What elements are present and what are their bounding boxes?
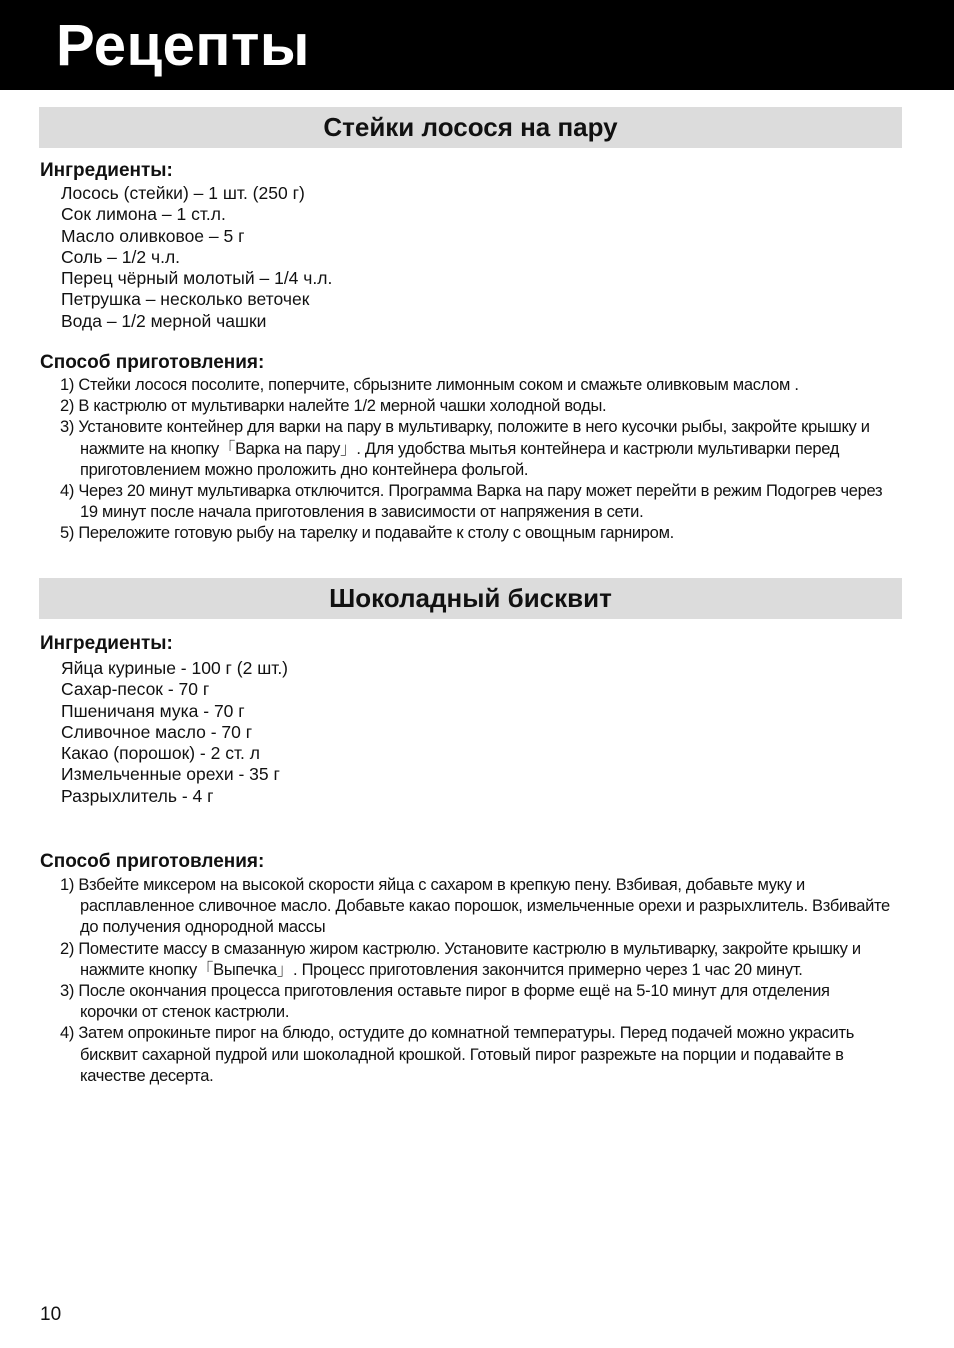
steps-list-salmon xyxy=(60,375,890,545)
ingredient-item: Вода – 1/2 мерной чашки xyxy=(61,310,267,331)
step-item: 5) Переложите готовую рыбу на тарелку и подавайте к столу с овощным гарниром. xyxy=(60,524,674,543)
ingredient-item: Лосось (стейки) – 1 шт. (250 г) xyxy=(61,183,305,203)
ingredient-item: Сахар-песок - 70 г xyxy=(61,679,210,700)
method-label-salmon: Способ приготовления: xyxy=(40,352,265,373)
ingredient-item: Масло оливковое – 5 г xyxy=(61,225,245,246)
ingredient-item: Соль – 1/2 ч.л. xyxy=(61,246,181,267)
step-item: 1) Стейки лосося посолите, поперчите, сбрызните лимонным соком и смажьте оливковым маслом . xyxy=(60,376,799,394)
recipe-title-salmon: Стейки лосося на пару xyxy=(39,107,902,148)
page-number: 10 xyxy=(40,1304,62,1325)
ingredient-item: Сок лимона – 1 ст.л. xyxy=(61,204,226,225)
ingredients-list-sponge-cake xyxy=(61,658,288,807)
ingredient-item: Пшеничаня мука - 70 г xyxy=(61,700,245,721)
recipe-title-sponge-cake: Шоколадный бисквит xyxy=(39,578,902,619)
ingredient-item: Петрушка – несколько веточек xyxy=(61,289,310,310)
step-item: 2) В кастрюлю от мультиварки налейте 1/2 мерной чашки холодной воды. xyxy=(60,397,607,416)
page-title: Рецепты xyxy=(56,13,310,78)
ingredients-list-salmon xyxy=(61,183,332,332)
method-label-sponge-cake: Способ приготовления: xyxy=(40,851,265,872)
step-item: 3) После окончания процесса приготовления оставьте пирог в форме ещё на 5-10 минут для отделения корочки от стенок кастрюли. xyxy=(60,982,830,1022)
ingredients-label-sponge-cake: Ингредиенты: xyxy=(40,633,173,654)
ingredient-item: Перец чёрный молотый – 1/4 ч.л. xyxy=(61,268,333,289)
ingredient-item: Сливочное масло - 70 г xyxy=(61,721,253,742)
step-item: 1) Взбейте миксером на высокой скорости яйца с сахаром в крепкую пену. Взбивая, добавьте муку и расплавленное сливочное масло. Добавьте какао порошок, измельченные орехи и разрыхлитель. Взбивайте до получения однородной массы xyxy=(60,876,890,937)
ingredients-label-salmon: Ингредиенты: xyxy=(40,160,173,181)
step-item: 4) Затем опрокиньте пирог на блюдо, остудите до комнатной температуры. Перед подачей можно украсить бисквит сахарной пудрой или шоколадной крошкой. Готовый пирог разрежьте на порции и подавайте в качестве десерта. xyxy=(60,1024,854,1085)
ingredient-item: Какао (порошок) - 2 ст. л xyxy=(61,743,260,764)
ingredient-item: Разрыхлитель - 4 г xyxy=(61,785,214,806)
step-item: 2) Поместите массу в смазанную жиром кастрюлю. Установите кастрюлю в мультиварку, закройте крышку и нажмите кнопку「Выпечка」. Процесс приготовления закончится примерно через 1 час 20 минут. xyxy=(60,939,861,979)
step-item: 3) Установите контейнер для варки на пару в мультиварку, положите в него кусочки рыбы, закройте крышку и нажмите на кнопку「Варка на пару」. Для удобства мытья контейнера и кастрюли мультиварки перед приготовлением можно проложить дно контейнера фольгой. xyxy=(60,418,870,479)
step-item: 4) Через 20 минут мультиварка отключится. Программа Варка на пару может перейти в режим Подогрев через 19 минут после начала приготовления в зависимости от напряжения в сети. xyxy=(60,482,883,522)
ingredient-item: Измельченные орехи - 35 г xyxy=(61,764,280,785)
steps-list-sponge-cake xyxy=(60,875,890,1087)
page-header xyxy=(0,0,954,90)
ingredient-item: Яйца куриные - 100 г (2 шт.) xyxy=(61,658,289,678)
